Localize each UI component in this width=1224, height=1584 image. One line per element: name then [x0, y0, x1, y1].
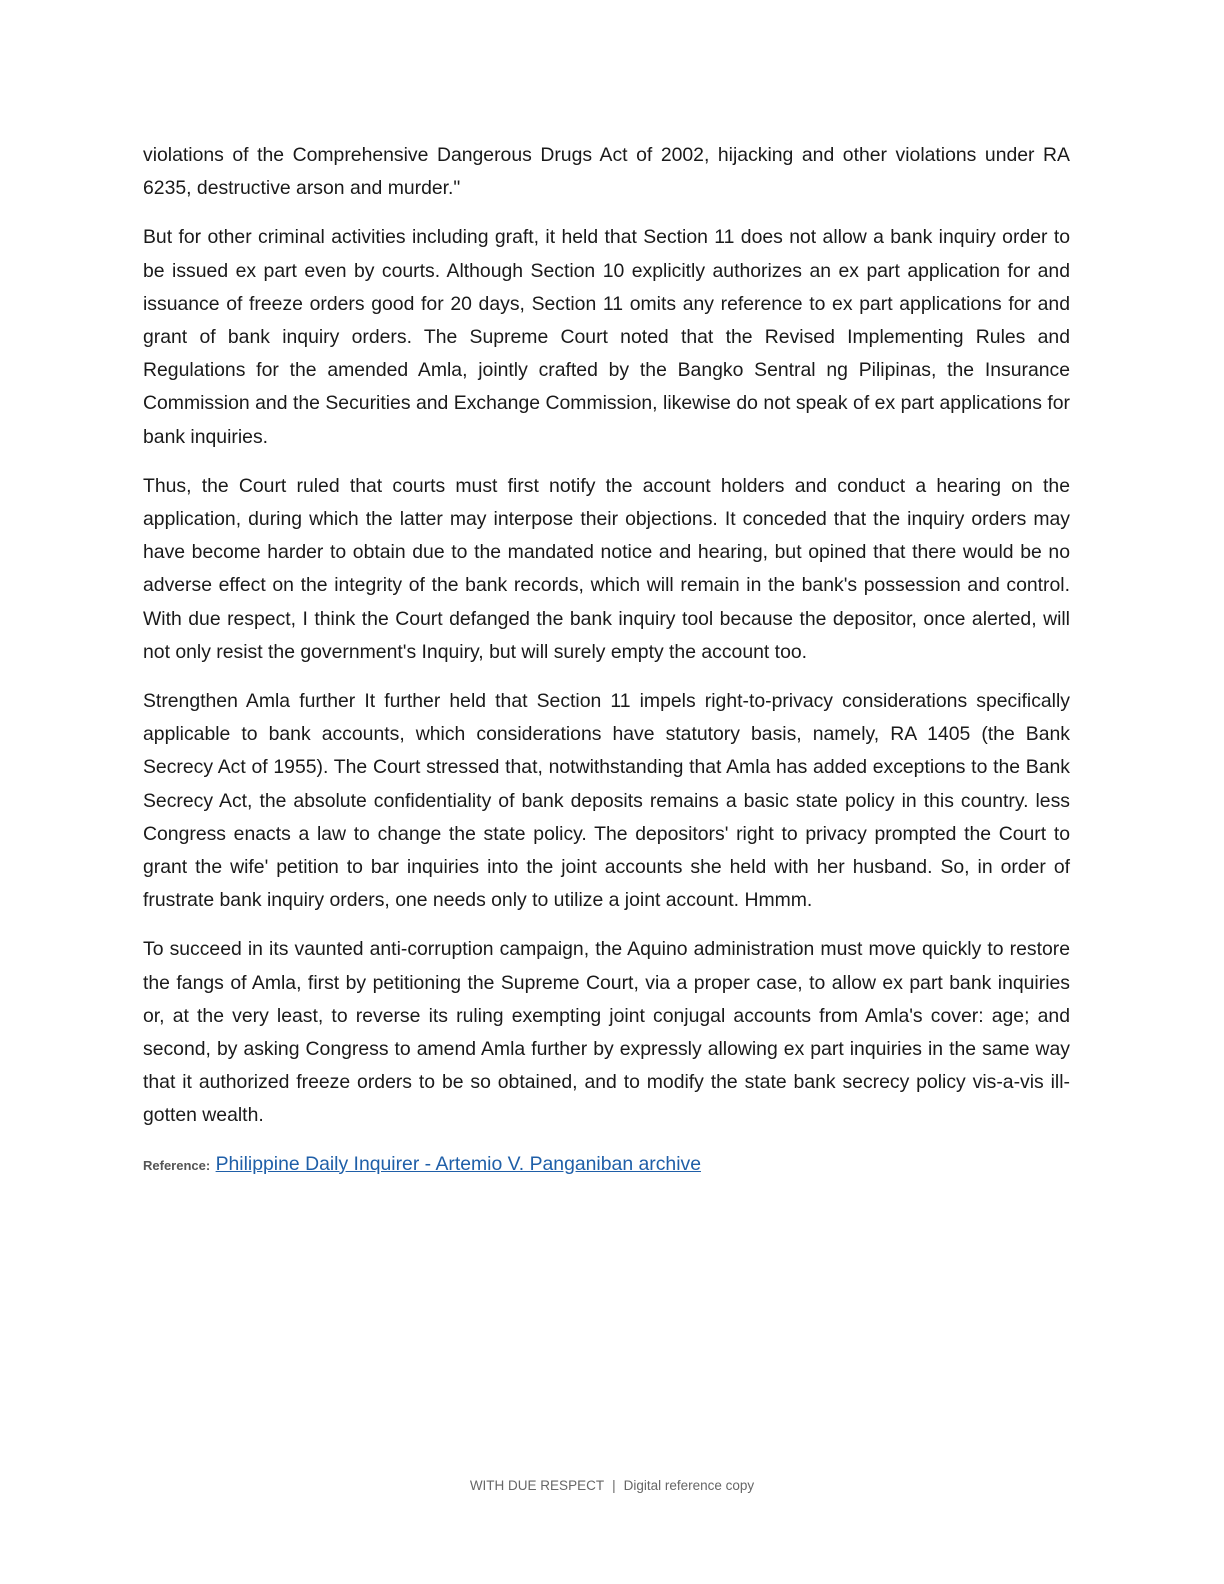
paragraph-2: But for other criminal activities including graft, it held that Section 11 does not allow a bank inquiry order to be issued ex part even by courts. Although Section 10 explicitly authorizes an ex part application for and issuance of freeze orders good for 20 days, Section 11 omits any reference to ex part applications for and grant of bank inquiry orders. The Supreme Court noted that the Revised Implementing Rules and Regulations for the amended Amla, jointly crafted by the Bangko Sentral ng Pilipinas, the Insurance Commission and the Securities and Exchange Commission, likewise do not speak of ex part applications for bank inquiries.	[143, 226, 1070, 448]
paragraph-1: violations of the Comprehensive Dangerous Drugs Act of 2002, hijacking and other violations under RA 6235, destructive arson and murder."	[143, 144, 1070, 200]
article-body	[143, 139, 1070, 1181]
page-footer	[0, 1478, 1224, 1493]
paragraph-3: Thus, the Court ruled that courts must first notify the account holders and conduct a hearing on the application, during which the latter may interpose their objections. It conceded that the inquiry orders may have become harder to obtain due to the mandated notice and hearing, but opined that there would be no adverse effect on the integrity of the bank records, which will remain in the bank's possession and control. With due respect, I think the Court defanged the bank inquiry tool because the depositor, once alerted, will not only resist the government's Inquiry, but will surely empty the account too.	[143, 474, 1070, 663]
footer-note: Digital reference copy	[623, 1478, 755, 1493]
footer-publication: WITH DUE RESPECT	[469, 1478, 605, 1493]
footer-separator: |	[612, 1478, 616, 1493]
reference-link[interactable]: Philippine Daily Inquirer - Artemio V. Panganiban archive	[215, 1152, 701, 1175]
paragraph-5: To succeed in its vaunted anti-corruption campaign, the Aquino administration must move quickly to restore the fangs of Amla, first by petitioning the Supreme Court, via a proper case, to allow ex part bank inquiries or, at the very least, to reverse its ruling exempting joint conjugal accounts from Amla's cover: age; and second, by asking Congress to amend Amla further by expressly allowing ex part inquiries in the same way that it authorized freeze orders to be so obtained, and to modify the state bank secrecy policy vis-a-vis ill-gotten wealth.	[143, 938, 1070, 1127]
paragraph-4: Strengthen Amla further It further held that Section 11 impels right-to-privacy considerations specifically applicable to bank accounts, which considerations have statutory basis, namely, RA 1405 (the Bank Secrecy Act of 1955). The Court stressed that, notwithstanding that Amla has added exceptions to the Bank Secrecy Act, the absolute confidentiality of bank deposits remains a basic state policy in this country. less Congress enacts a law to change the state policy. The depositors' right to privacy prompted the Court to grant the wife' petition to bar inquiries into the joint accounts she held with her husband. So, in order of frustrate bank inquiry orders, one needs only to utilize a joint account. Hmmm.	[143, 690, 1070, 912]
reference-line	[143, 1149, 1070, 1181]
reference-label: Reference:	[143, 1157, 211, 1173]
